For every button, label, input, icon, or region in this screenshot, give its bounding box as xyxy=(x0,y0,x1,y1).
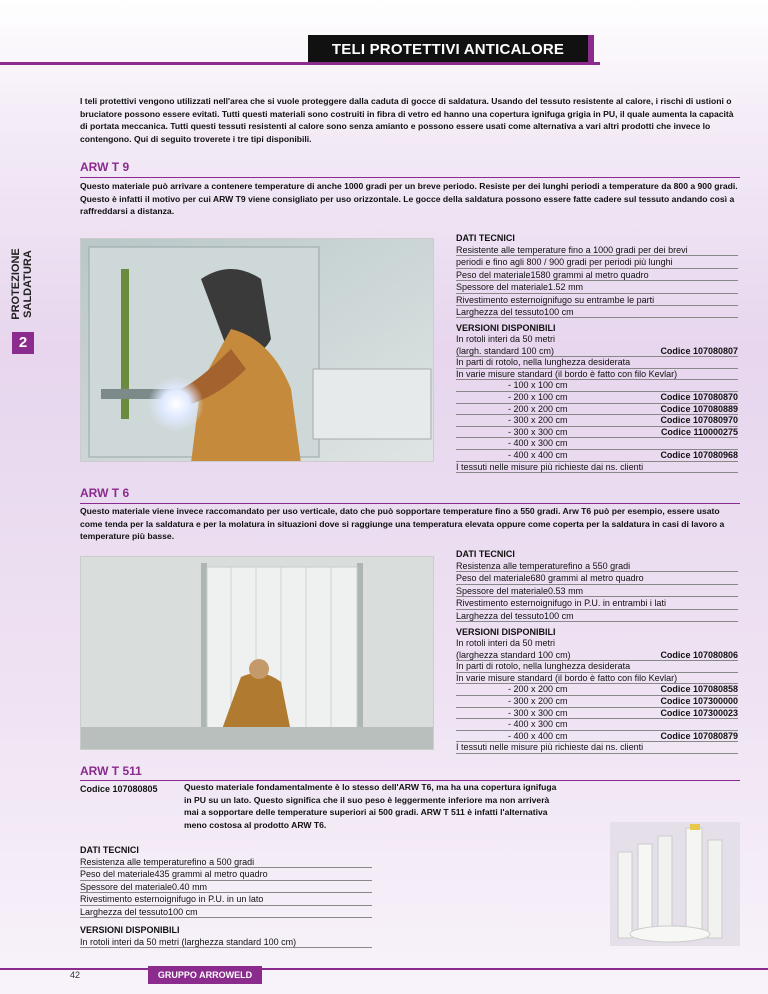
arwt511-code: Codice 107080805 xyxy=(80,784,158,794)
page-number: 42 xyxy=(70,970,81,980)
arwt9-photo xyxy=(80,238,434,462)
version-label: - 300 x 300 cm xyxy=(508,707,568,718)
product-code: Codice 110000275 xyxy=(660,426,738,437)
footer-brand: GRUPPO ARROWELD xyxy=(148,966,262,984)
version-row xyxy=(456,357,738,369)
spec-row: Rivestimento esternoignifugo su entrambe le parti xyxy=(456,294,738,306)
arwt511-photo xyxy=(610,822,740,946)
version-row xyxy=(456,427,738,439)
arwt511-versions-text: In rotoli interi da 50 metri (larghezza standard 100 cm) xyxy=(80,936,372,948)
spec-row: periodi e fino agli 800 / 900 gradi per periodi più lunghi xyxy=(456,256,738,268)
arwt511-specs-list xyxy=(80,856,372,918)
version-row xyxy=(456,684,738,696)
arwt6-specs-title: DATI TECNICI xyxy=(456,549,515,559)
arwt6-versions-list xyxy=(456,638,738,754)
version-row xyxy=(456,415,738,427)
version-row xyxy=(456,638,738,650)
spec-row: Resistenza alle temperaturefino a 500 gradi xyxy=(80,856,372,868)
section-heading-arwt9: ARW T 9 xyxy=(80,160,130,174)
version-label: In varie misure standard (il bordo è fatto con filo Kevlar) xyxy=(456,672,678,683)
section-tab-number: 2 xyxy=(12,332,34,354)
arwt9-versions-list xyxy=(456,334,738,473)
version-label: I tessuti nelle misure più richieste dai ns. clienti xyxy=(456,461,644,472)
rolls-photo-image xyxy=(610,822,740,946)
version-label: - 300 x 300 cm xyxy=(508,426,568,437)
section-rule xyxy=(80,177,740,178)
product-code: Codice 107300000 xyxy=(660,695,738,706)
version-label: - 100 x 100 cm xyxy=(508,380,568,391)
arwt9-specs-title: DATI TECNICI xyxy=(456,233,515,243)
version-label: - 400 x 300 cm xyxy=(508,438,568,449)
spec-row: Larghezza del tessuto100 cm xyxy=(456,610,738,622)
footer-line xyxy=(0,968,768,970)
curtain-photo-image xyxy=(81,557,434,750)
arwt6-versions-title: VERSIONI DISPONIBILI xyxy=(456,627,556,637)
version-row xyxy=(456,438,738,450)
version-row xyxy=(456,661,738,673)
product-code: Codice 107080870 xyxy=(660,391,738,402)
version-label: In varie misure standard (il bordo è fatto con filo Kevlar) xyxy=(456,368,678,379)
arwt9-description: Questo materiale può arrivare a contenere temperature di anche 1000 gradi per un breve periodo. Resiste per dei lunghi periodi a temperature da 800 a 900 gradi. Questo è infatti il motivo per cui ARW T9 viene consigliato per uso orizzontale. Le gocce della saldatura possono essere fatte cadere sul tessuto andando così a raffreddarsi a distanza. xyxy=(80,181,738,217)
version-label: In rotoli interi da 50 metri xyxy=(456,638,556,648)
spec-row: Rivestimento esternoignifugo in P.U. in un lato xyxy=(80,893,372,905)
section-heading-arwt6: ARW T 6 xyxy=(80,486,130,500)
version-label: - 200 x 200 cm xyxy=(508,684,568,695)
version-label: In rotoli interi da 50 metri xyxy=(456,334,556,344)
spec-row: Larghezza del tessuto100 cm xyxy=(80,906,372,918)
arwt6-photo xyxy=(80,556,434,750)
version-row xyxy=(456,719,738,731)
version-row xyxy=(456,450,738,462)
arwt511-specs-title: DATI TECNICI xyxy=(80,845,139,855)
version-row xyxy=(456,673,738,685)
version-label: - 200 x 100 cm xyxy=(508,391,568,402)
arwt511-versions xyxy=(80,924,372,948)
version-row xyxy=(456,404,738,416)
arwt511-versions-title: VERSIONI DISPONIBILI xyxy=(80,925,180,935)
version-row xyxy=(456,334,738,346)
spec-row: Resistente alle temperature fino a 1000 gradi per dei brevi xyxy=(456,244,738,256)
page-footer xyxy=(0,966,768,986)
spec-row: Spessore del materiale1.52 mm xyxy=(456,281,738,293)
section-tab xyxy=(0,216,42,356)
version-row xyxy=(456,346,738,358)
version-label: - 200 x 200 cm xyxy=(508,403,568,414)
section-rule xyxy=(80,503,740,504)
arwt6-specs xyxy=(456,548,738,622)
version-row xyxy=(456,369,738,381)
spec-row: Resistenza alle temperaturefino a 550 gradi xyxy=(456,560,738,572)
arwt6-description: Questo materiale viene invece raccomandato per uso verticale, dato che può sopportare temperature fino a 550 gradi. Arw T6 può per esempio, essere usato come tenda per la saldatura e per la molatura in situazioni dove si raggiunge una temperatura elevata oppure come coperta per la saldatura in casi di lavoro a temperature più basse. xyxy=(80,506,725,542)
section-tab-label: PROTEZIONE SALDATURA xyxy=(10,248,34,320)
product-code: Codice 107080807 xyxy=(660,345,738,356)
version-row xyxy=(456,380,738,392)
product-code: Codice 107080889 xyxy=(660,403,738,414)
version-row xyxy=(456,731,738,743)
product-code: Codice 107080968 xyxy=(660,449,738,460)
version-row xyxy=(456,392,738,404)
version-row xyxy=(456,742,738,754)
version-row xyxy=(456,696,738,708)
spec-row: Larghezza del tessuto100 cm xyxy=(456,306,738,318)
version-row xyxy=(456,462,738,474)
spec-row: Spessore del materiale0.53 mm xyxy=(456,585,738,597)
arwt511-description: Questo materiale fondamentalmente è lo stesso dell'ARW T6, ma ha una copertura ignifuga in PU su un lato. Questo significa che il suo peso è leggermente inferiore ma non arriverà mai a sopportare delle temperature superiori ai 500 gradi. ARW T 511 è infatti l'alternativa meno costosa al prodotto ARW T6. xyxy=(184,782,557,830)
spec-row: Rivestimento esternoignifugo in P.U. in entrambi i lati xyxy=(456,597,738,609)
product-code: Codice 107080970 xyxy=(660,415,738,426)
arwt6-versions xyxy=(456,626,738,754)
version-label: - 400 x 400 cm xyxy=(508,449,568,460)
version-label: (largh. standard 100 cm) xyxy=(456,345,555,356)
version-label: - 400 x 400 cm xyxy=(508,730,568,741)
spec-row: Peso del materiale1580 grammi al metro quadro xyxy=(456,269,738,281)
arwt511-specs xyxy=(80,844,372,918)
product-code: Codice 107080879 xyxy=(660,730,738,741)
welder-photo-image xyxy=(81,239,434,462)
spec-row: Spessore del materiale0.40 mm xyxy=(80,881,372,893)
arwt9-versions xyxy=(456,322,738,473)
version-label: - 400 x 300 cm xyxy=(508,719,568,730)
version-label: - 300 x 200 cm xyxy=(508,695,568,706)
version-label: In parti di rotolo, nella lunghezza desiderata xyxy=(456,357,631,368)
intro-text: I teli protettivi vengono utilizzati nell'area che si vuole proteggere dalla caduta di gocce di saldatura. Usando del tessuto resistente al calore, i rischi di ustioni o bruciatore possono essere evitati. Tutti questi materiali sono costruiti in fibra di vetro ed hanno una copertura ignifuga grigia in PU, il quale aumenta la capacità di portata meccanica. Tutti questi tessuti resistenti al calore sono senza amianto e possono essere usati come alternativa a vari altri prodotti che invece lo contengono. Qui di seguito troverete i tre tipi disponibili. xyxy=(80,96,734,144)
title-underline xyxy=(0,62,600,65)
arwt9-specs-list xyxy=(456,244,738,318)
version-label: In parti di rotolo, nella lunghezza desiderata xyxy=(456,661,631,672)
arwt6-specs-list xyxy=(456,560,738,622)
product-code: Codice 107080806 xyxy=(660,649,738,660)
spec-row: Peso del materiale435 grammi al metro quadro xyxy=(80,868,372,880)
version-label: (larghezza standard 100 cm) xyxy=(456,649,571,660)
page-title: TELI PROTETTIVI ANTICALORE xyxy=(308,35,594,63)
version-label: - 300 x 200 cm xyxy=(508,415,568,426)
arwt9-specs xyxy=(456,232,738,318)
product-code: Codice 107080858 xyxy=(660,684,738,695)
version-row xyxy=(456,708,738,720)
arwt9-versions-title: VERSIONI DISPONIBILI xyxy=(456,323,556,333)
section-heading-arwt511: ARW T 511 xyxy=(80,764,142,778)
product-code: Codice 107300023 xyxy=(660,707,738,718)
version-row xyxy=(456,650,738,662)
spec-row: Peso del materiale680 grammi al metro quadro xyxy=(456,572,738,584)
version-label: I tessuti nelle misure più richieste dai ns. clienti xyxy=(456,742,644,753)
